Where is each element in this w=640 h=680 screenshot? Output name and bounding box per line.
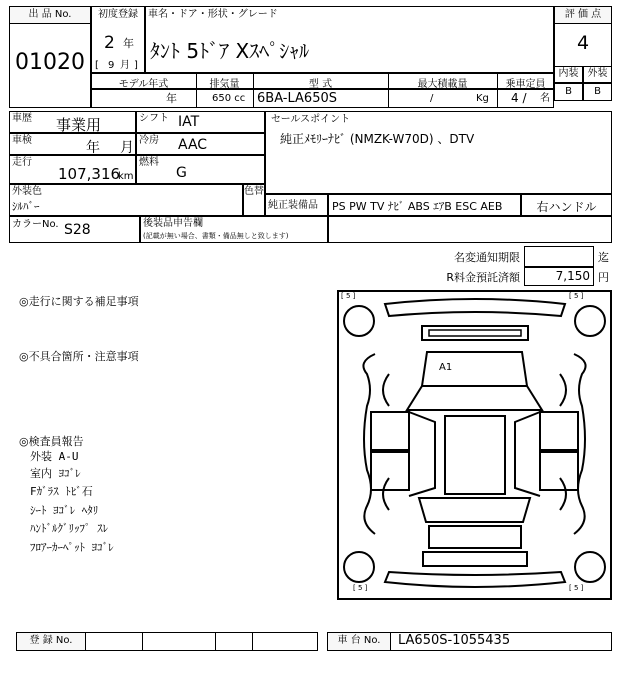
grade-label: 評 価 点	[564, 9, 602, 20]
reg-no-label: 登 録 No.	[29, 635, 73, 646]
model-year-unit: 年	[166, 92, 177, 105]
ac-label: 冷房	[139, 135, 159, 146]
recycle-value: 7,150	[555, 269, 590, 283]
reg-div-3	[252, 632, 253, 651]
rear-bumper	[423, 552, 527, 566]
front-bumper	[385, 299, 565, 316]
equipment-label: 純正装備品	[268, 200, 318, 211]
aftermarket-label: 後装品申告欄	[143, 218, 203, 229]
tire-front-right	[575, 306, 605, 336]
lot-number: 01020	[15, 50, 85, 75]
door-front-right	[540, 412, 578, 450]
rear-window	[419, 498, 530, 522]
rear-left-arch	[383, 478, 389, 510]
tire-rr-label: [ 5 ]	[569, 584, 584, 592]
recycle-unit: 円	[598, 271, 609, 284]
inspector-report-title: ◎検査員報告	[19, 435, 84, 448]
model-year-label: モデル年式	[118, 79, 169, 90]
tailgate	[429, 526, 521, 548]
car-diagram-svg	[337, 290, 612, 600]
aftermarket-value-cell	[328, 216, 612, 243]
month-unit: 月	[120, 60, 130, 71]
door-rear-left	[371, 452, 409, 490]
history-value: 事業用	[56, 116, 102, 134]
color-no-label: カラーNo.	[12, 219, 59, 230]
tire-front-left	[344, 306, 374, 336]
displacement-label: 排気量	[209, 79, 240, 90]
tire-rl-label: [ 5 ]	[353, 584, 368, 592]
door-rear-right	[540, 452, 578, 490]
max-load-unit: Kg	[476, 93, 489, 104]
right-side	[574, 354, 586, 534]
defects-title: ◎不具合箇所・注意事項	[19, 350, 139, 363]
windshield	[407, 386, 542, 410]
chassis-number: LA650S-1055435	[398, 633, 511, 648]
inspector-item-3: Fｶﾞﾗｽ ﾄﾋﾞ石	[30, 485, 93, 498]
capacity-unit: 名	[540, 93, 550, 104]
history-label: 車歴	[12, 113, 32, 124]
ac-value: AAC	[178, 137, 208, 153]
first-reg-label: 初度登録	[98, 9, 138, 20]
color-change-label: 色替	[244, 186, 264, 197]
rear-right-arch	[560, 478, 566, 510]
car-name: ﾀﾝﾄ 5ﾄﾞｱ Xｽﾍﾟｼｬﾙ	[150, 39, 310, 63]
interior-grade: B	[565, 86, 572, 97]
model-header: 車名・ドア・形状・グレード	[148, 9, 278, 20]
mileage-value: 107,316	[58, 165, 121, 183]
tire-fr-label: [ 5 ]	[569, 292, 584, 300]
car-diagram	[337, 290, 612, 600]
shift-value: IAT	[178, 114, 200, 130]
ext-color-value: ｼﾙﾊﾞｰ	[12, 200, 40, 213]
name-change-box	[524, 246, 594, 267]
shift-label: シフト	[139, 113, 169, 124]
equipment-value: PS PW TV ﾅﾋﾞ ABS ｴｱB ESC AEB	[332, 200, 503, 213]
chassis-label: 車 台 No.	[337, 635, 381, 646]
interior-label: 内装	[558, 68, 579, 79]
ext-color-cell	[9, 184, 243, 216]
inspection-year-unit: 年	[86, 140, 100, 156]
exterior-grade: B	[594, 86, 601, 97]
hood	[422, 352, 527, 386]
first-reg-year: 2	[104, 33, 115, 53]
mileage-unit: km	[118, 171, 134, 182]
roof	[445, 416, 505, 494]
front-grille	[422, 326, 528, 340]
front-left-arch	[383, 374, 389, 406]
capacity-label: 乗車定員	[505, 79, 546, 90]
exterior-label: 外装	[587, 68, 608, 79]
month-bracket-close: ]	[134, 60, 138, 71]
max-load-sep: /	[430, 93, 434, 104]
max-load-label: 最大積載量	[417, 79, 468, 90]
inspector-item-2: 室内 ﾖｺﾞﾚ	[30, 467, 81, 480]
year-unit: 年	[123, 37, 134, 50]
reg-div-2	[215, 632, 216, 651]
displacement-value: 650 cc	[212, 93, 246, 104]
inspector-item-5: ﾊﾝﾄﾞﾙｸﾞﾘｯﾌﾟ ｽﾚ	[30, 522, 109, 535]
door-front-left	[371, 412, 409, 450]
lot-label: 出 品 No.	[28, 9, 72, 20]
sales-point-value: 純正ﾒﾓﾘｰﾅﾋﾞ (NMZK-W70D) 、DTV	[280, 132, 475, 146]
inspection-label: 車検	[12, 135, 32, 146]
recycle-label: R料金預託済額	[446, 271, 520, 284]
fuel-label: 燃料	[139, 157, 159, 168]
type-label: 型 式	[308, 79, 333, 90]
inspector-item-6: ﾌﾛｱｰｶｰﾍﾟｯﾄ ﾖｺﾞﾚ	[30, 541, 114, 554]
steering-value: 右ハンドル	[536, 200, 597, 214]
inspection-month-unit: 月	[120, 140, 134, 156]
inspector-item-4: ｼｰﾄ ﾖｺﾞﾚ ﾍﾀﾘ	[30, 504, 99, 517]
overall-grade: 4	[576, 32, 590, 54]
sales-point-label: セールスポイント	[271, 114, 351, 125]
type-value: 6BA-LA650S	[257, 91, 337, 106]
left-side	[363, 354, 375, 534]
month-bracket-open: [	[95, 60, 99, 71]
name-change-label: 名変通知期限	[454, 251, 520, 264]
front-right-arch	[560, 374, 566, 406]
tire-rear-left	[344, 552, 374, 582]
fuel-value: G	[176, 165, 187, 181]
aftermarket-note: (記載が無い場合、書類・備品無しと致します)	[143, 232, 289, 240]
color-no-value: S28	[64, 222, 91, 238]
name-change-unit: 迄	[598, 251, 609, 264]
reg-div-1	[142, 632, 143, 651]
first-reg-month: 9	[108, 60, 115, 71]
ext-color-label: 外装色	[12, 186, 42, 197]
driving-notes-title: ◎走行に関する補足事項	[19, 295, 139, 308]
inspector-item-1: 外装 A-U	[30, 450, 79, 463]
tire-fl-label: [ 5 ]	[341, 292, 356, 300]
mileage-label: 走行	[12, 157, 32, 168]
damage-mark-a1: A1	[439, 362, 453, 373]
capacity-value: 4 /	[511, 91, 527, 105]
tire-rear-right	[575, 552, 605, 582]
